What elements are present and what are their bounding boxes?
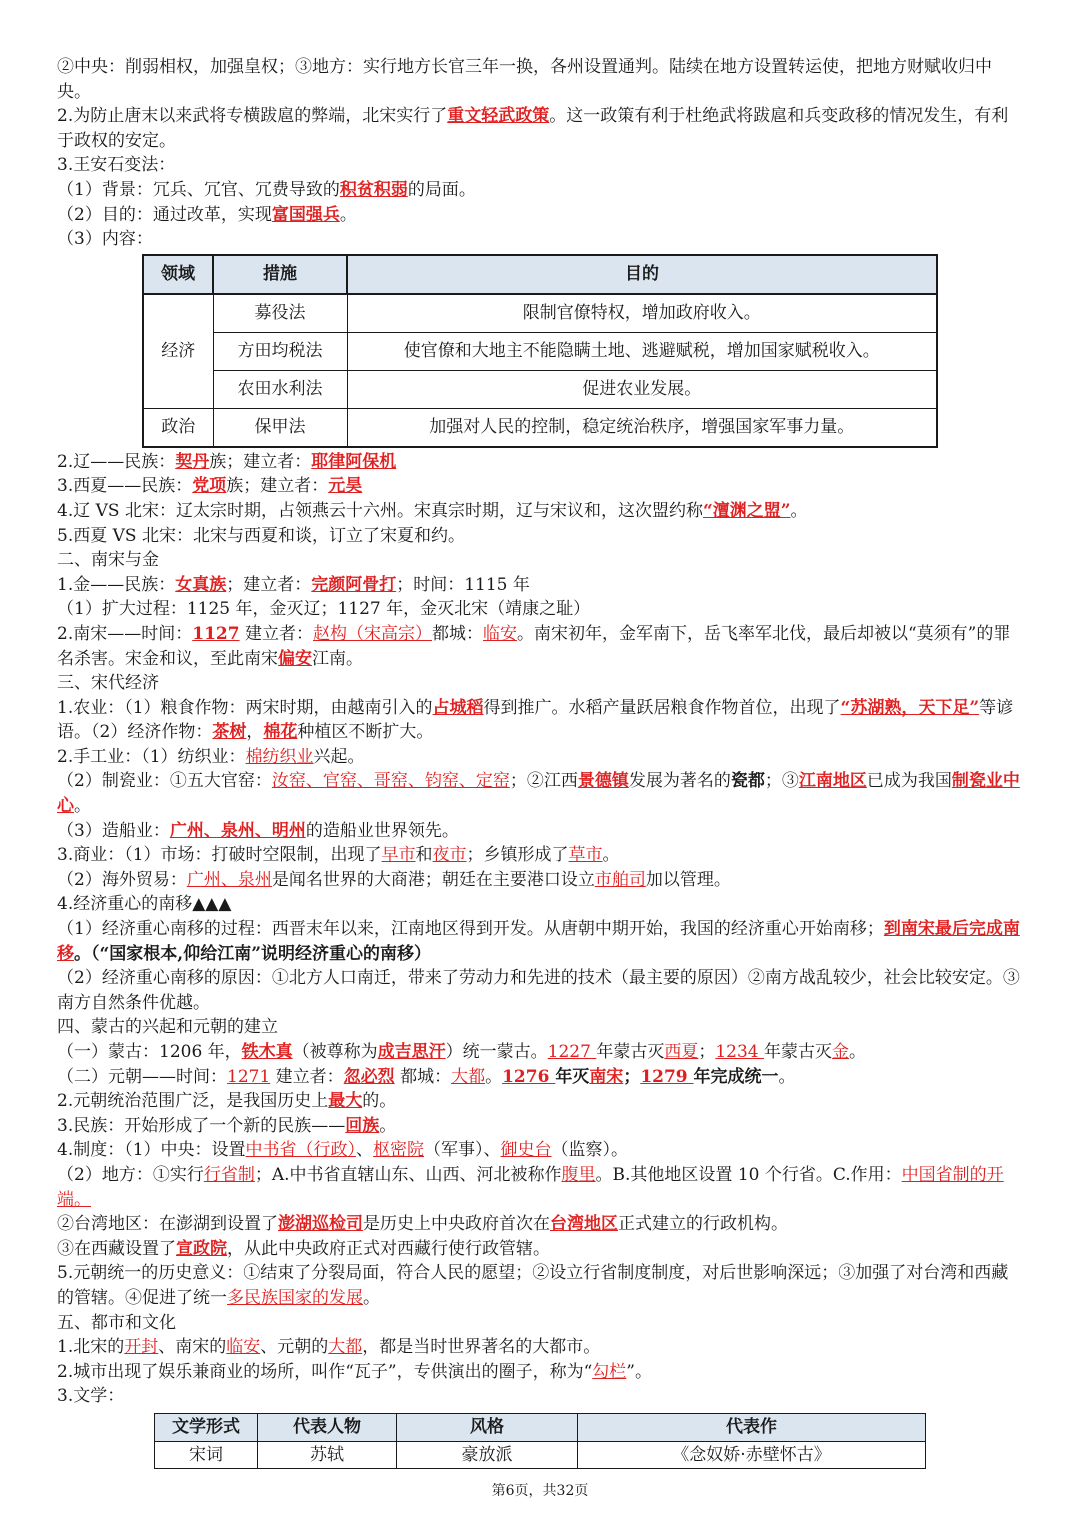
table-cell: 《念奴娇·赤壁怀古》 xyxy=(578,1441,926,1469)
text-line: 3.商业：（1）市场：打破时空限制，出现了早市和夜市；乡镇形成了草市。 xyxy=(57,845,620,866)
text-line: 4.经济重心的南移▲▲▲ xyxy=(57,894,232,915)
table-row xyxy=(143,370,937,408)
table-row xyxy=(143,332,937,370)
table-row xyxy=(155,1441,926,1469)
table-row xyxy=(143,294,937,333)
text-line: （3）内容： xyxy=(57,229,153,250)
text-line: 3.西夏——民族：党项族；建立者：元昊 xyxy=(57,476,363,497)
text-line: （二）元朝——时间：1271 建立者：忽必烈 都城：大都。1276 年灭南宋；1279 年完成统一。 xyxy=(57,1066,796,1087)
table-header: 代表作 xyxy=(578,1413,926,1441)
table-header: 措施 xyxy=(213,255,347,294)
table-cell: 保甲法 xyxy=(213,408,347,447)
text-line: ③在西藏设置了宣政院，从此中央政府正式对西藏行使行政管辖。 xyxy=(57,1238,550,1259)
text-line: 1.农业：（1）粮食作物：两宋时期，由越南引入的占城稻得到推广。水稻产量跃居粮食作物首位，出现了“苏湖熟，天下足”等谚语。（2）经济作物：茶树，棉花种植区不断扩大。 xyxy=(57,697,1014,743)
text-line: ②中央：削弱相权，加强皇权；③地方：实行地方长官三年一换，各州设置通判。陆续在地方设置转运使，把地方财赋收归中央。 xyxy=(57,57,992,102)
table-cell: 方田均税法 xyxy=(213,332,347,370)
text-line: （2）目的：通过改革，实现富国强兵。 xyxy=(57,204,357,225)
text-line: （1）扩大过程：1125 年，金灭辽；1127 年，金灭北宋（靖康之耻） xyxy=(57,599,591,620)
table-cell: 促进农业发展。 xyxy=(347,370,937,408)
text-line: 2.为防止唐末以来武将专横跋扈的弊端，北宋实行了重文轻武政策。这一政策有利于杜绝武将跋扈和兵变政移的情况发生，有利于政权的安定。 xyxy=(57,106,1009,151)
reform-table xyxy=(142,254,938,448)
literature-table xyxy=(154,1413,926,1469)
text-line: （1）经济重心南移的过程：西晋末年以来，江南地区得到开发。从唐朝中期开始，我国的经济重心开始南移；到南宋最后完成南移。（“国家根本,仰给江南”说明经济重心的南移） xyxy=(57,919,1020,964)
text-line: （2）制瓷业：①五大官窑：汝窑、官窑、哥窑、钧窑、定窑；②江西景德镇发展为著名的瓷都；③江南地区已成为我国制瓷业中心。 xyxy=(57,771,1020,817)
table-cell: 农田水利法 xyxy=(213,370,347,408)
section-heading: 三、宋代经济 xyxy=(57,673,159,694)
section-heading: 二、南宋与金 xyxy=(57,550,159,571)
text-line: 2.元朝统治范围广泛，是我国历史上最大的。 xyxy=(57,1091,397,1112)
page-footer: 第6页，共32页 xyxy=(491,1483,589,1499)
text-line: 2.南宋——时间：1127 建立者：赵构（宋高宗）都城：临安。南宋初年，金军南下，岳飞率军北伐，最后却被以“莫须有”的罪名杀害。宋金和议，至此南宋偏安江南。 xyxy=(57,623,1011,669)
table-header: 代表人物 xyxy=(258,1413,397,1441)
table-cell: 募役法 xyxy=(213,294,347,333)
table-header: 领域 xyxy=(143,255,213,294)
table-cell: 政治 xyxy=(143,408,213,447)
text-line: （2）地方：①实行行省制；A.中书省直辖山东、山西、河北被称作腹里。B.其他地区设置 10 个行省。C.作用：中国省制的开端。 xyxy=(57,1164,1004,1210)
table-cell: 豪放派 xyxy=(397,1441,578,1469)
section-heading: 五、都市和文化 xyxy=(57,1312,176,1333)
table-cell: 加强对人民的控制，稳定统治秩序，增强国家军事力量。 xyxy=(347,408,937,447)
text-line: 3.王安石变法： xyxy=(57,155,176,176)
table-cell: 使官僚和大地主不能隐瞒土地、逃避赋税，增加国家赋税收入。 xyxy=(347,332,937,370)
table-cell: 宋词 xyxy=(155,1441,258,1469)
table-row xyxy=(143,408,937,447)
text-line: （2）经济重心南移的原因：①北方人口南迁，带来了劳动力和先进的技术（最主要的原因）②南方战乱较少，社会比较安定。③南方自然条件优越。 xyxy=(57,968,1020,1013)
text-line: 1.北宋的开封、南宋的临安、元朝的大都，都是当时世界著名的大都市。 xyxy=(57,1337,601,1358)
section-heading: 四、蒙古的兴起和元朝的建立 xyxy=(57,1017,278,1038)
text-line: ②台湾地区：在澎湖到设置了澎湖巡检司是历史上中央政府首次在台湾地区正式建立的行政机构。 xyxy=(57,1214,788,1235)
document-body xyxy=(57,55,1022,1469)
text-line: （1）背景：冗兵、冗官、冗费导致的积贫积弱的局面。 xyxy=(57,179,476,200)
table-cell: 限制官僚特权，增加政府收入。 xyxy=(347,294,937,333)
text-line: 1.金——民族：女真族；建立者：完颜阿骨打；时间：1115 年 xyxy=(57,574,530,595)
text-line: 3.文学： xyxy=(57,1386,125,1407)
text-line: 5.元朝统一的历史意义：①结束了分裂局面，符合人民的愿望；②设立行省制度制度，对后世影响深远；③加强了对台湾和西藏的管辖。④促进了统一多民族国家的发展。 xyxy=(57,1263,1009,1308)
text-line: （一）蒙古：1206 年，铁木真（被尊称为成吉思汗）统一蒙古。1227 年蒙古灭西夏；1234 年蒙古灭金。 xyxy=(57,1042,867,1062)
text-line: 3.民族：开始形成了一个新的民族——回族。 xyxy=(57,1115,397,1136)
table-cell: 经济 xyxy=(143,294,213,409)
text-line: （2）海外贸易：广州、泉州是闻名世界的大商港；朝廷在主要港口设立市舶司加以管理。 xyxy=(57,869,731,890)
text-line: 4.制度：（1）中央：设置中书省（行政）、枢密院（军事）、御史台（监察）。 xyxy=(57,1140,629,1161)
table-header: 目的 xyxy=(347,255,937,294)
table-cell: 苏轼 xyxy=(258,1441,397,1469)
text-line: 2.手工业：（1）纺织业：棉纺织业兴起。 xyxy=(57,746,365,767)
text-line: 2.辽——民族：契丹族；建立者：耶律阿保机 xyxy=(57,451,397,472)
table-header: 文学形式 xyxy=(155,1413,258,1441)
table-header: 风格 xyxy=(397,1413,578,1441)
text-line: 5.西夏 VS 北宋：北宋与西夏和谈，订立了宋夏和约。 xyxy=(57,525,465,546)
text-line: （3）造船业：广州、泉州、明州的造船业世界领先。 xyxy=(57,820,459,841)
text-line: 2.城市出现了娱乐兼商业的场所，叫作“瓦子”，专供演出的圈子，称为“勾栏”。 xyxy=(57,1361,652,1382)
text-line: 4.辽 VS 北宋：辽太宗时期，占领燕云十六州。宋真宗时期，辽与宋议和，这次盟约称“澶渊之盟”。 xyxy=(57,500,808,521)
